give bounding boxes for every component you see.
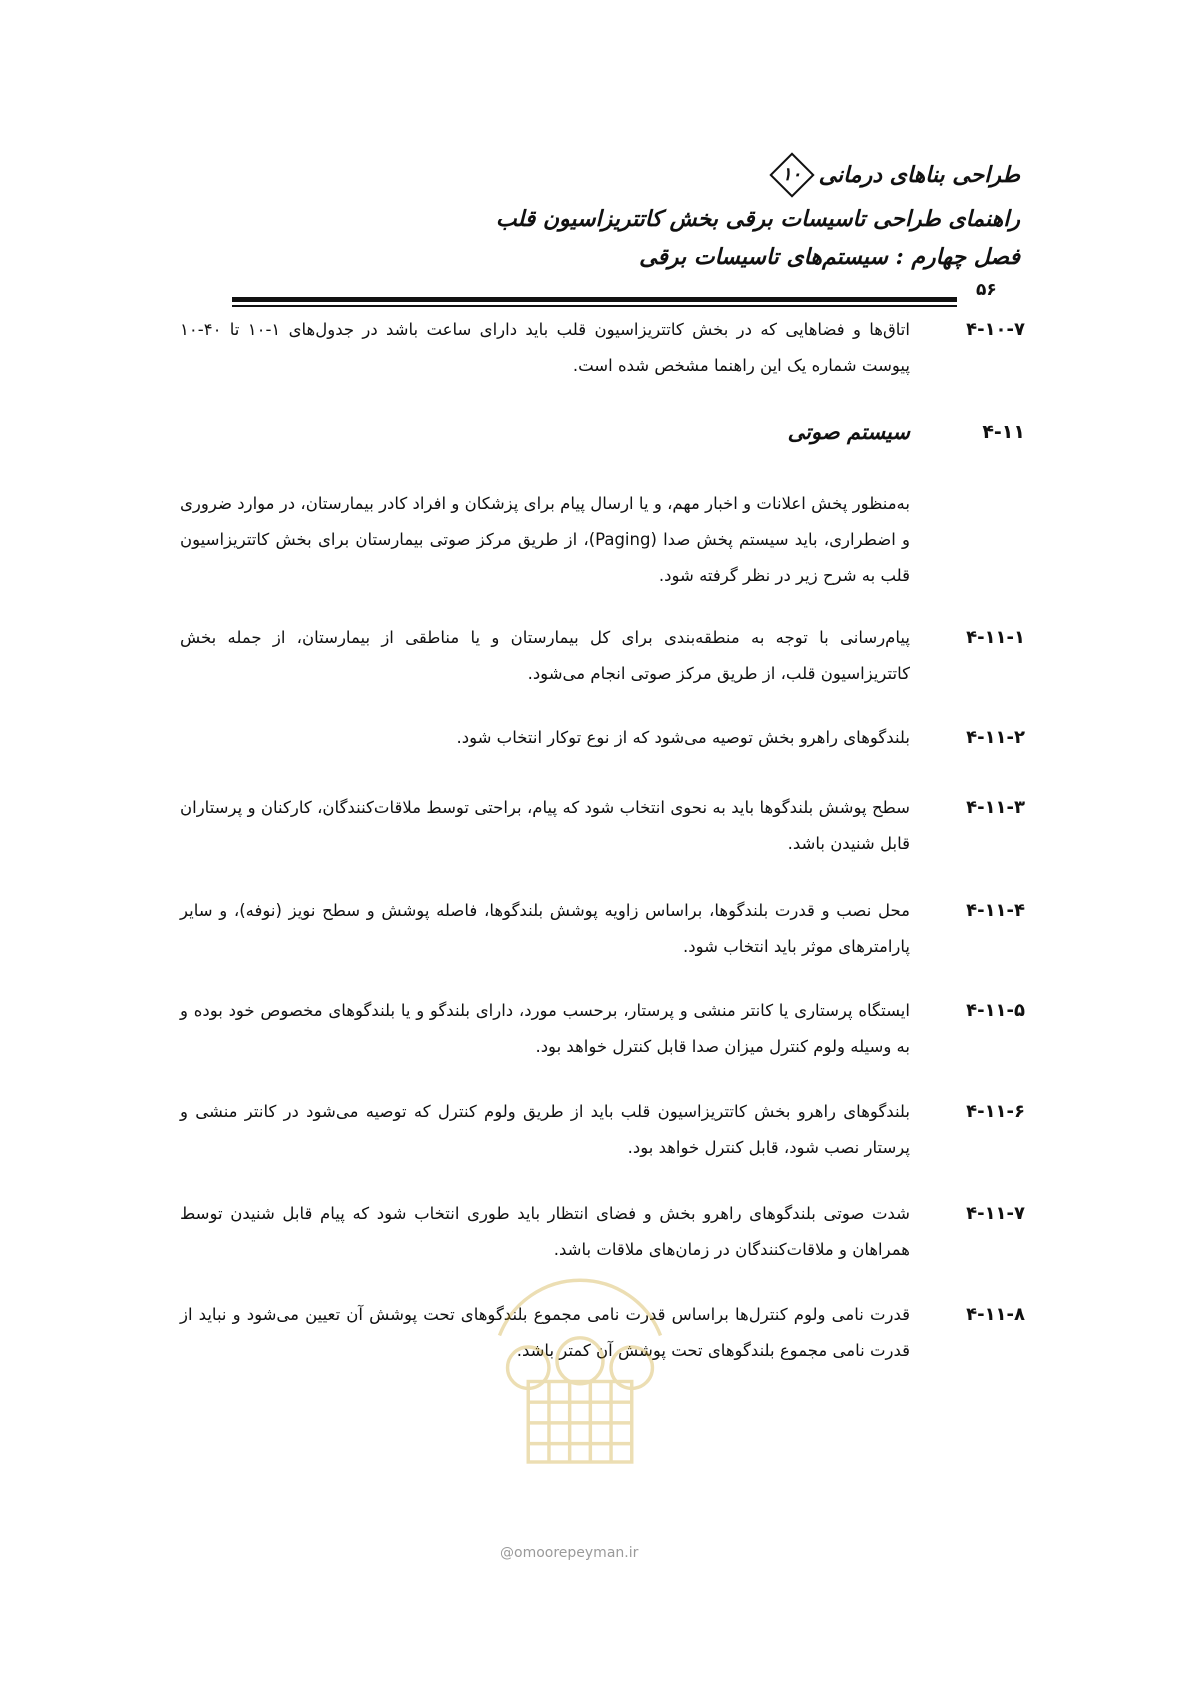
- clause-number: ۴-۱۱-۶: [966, 1101, 1025, 1122]
- clause-text: بلندگوهای راهرو بخش توصیه می‌شود که از نوع توکار انتخاب شود.: [456, 728, 910, 747]
- clause-text: بلندگوهای راهرو بخش کاتتریزاسیون قلب باید از طریق ولوم کنترل که توصیه می‌شود در کانتر منشی و پرستار نصب شود، قابل کنترل خواهد بود.: [180, 1102, 910, 1157]
- volume-number: ۱۰: [781, 164, 802, 185]
- clause-number: ۴-۱۱-۴: [966, 900, 1025, 921]
- watermark-logo-icon: [465, 1255, 695, 1485]
- clause-text: شدت صوتی بلندگوهای راهرو بخش و فضای انتظار باید طوری انتخاب شود که پیام قابل شنیدن توسط همراهان و ملاقات‌کنندگان در زمان‌های ملاقات باشد.: [180, 1204, 910, 1259]
- clause-number: ۴-۱۰-۷: [966, 319, 1025, 340]
- clause-number: ۴-۱۱-۸: [966, 1304, 1025, 1325]
- watermark-url: @omoorepeyman.ir: [500, 1545, 639, 1561]
- volume-badge: [767, 150, 817, 200]
- clause-number: ۴-۱۱-۵: [966, 1000, 1025, 1021]
- clause-text: اتاق‌ها و فضاهایی که در بخش کاتتریزاسیون قلب باید دارای ساعت باشد در جدول‌های ۱-۱۰ تا ۴۰-۱۰ پیوست شماره یک این راهنما مشخص شده است.: [180, 320, 910, 375]
- section-intro: به‌منظور پخش اعلانات و اخبار مهم، و یا ارسال پیام برای پزشکان و افراد کادر بیمارستان، در موارد ضروری و اضطراری، باید سیستم پخش صدا (Paging)، از طریق مرکز صوتی بیمارستان برای بخش کاتتریزاسیون قلب به شرح زیر در نظر گرفته شود.: [180, 494, 910, 585]
- header-rule-thin: [232, 305, 957, 307]
- clause-text: سطح پوشش بلندگوها باید به نحوی انتخاب شود که پیام، براحتی توسط ملاقات‌کنندگان، کارکنان و پرستاران قابل شنیدن باشد.: [180, 798, 910, 853]
- clause-text: محل نصب و قدرت بلندگوها، براساس زاویه پوشش بلندگوها، فاصله پوشش و سطح نویز (نوفه)، و سایر پارامترهای موثر باید انتخاب شود.: [180, 901, 910, 956]
- clause-4-11-2: [180, 720, 1025, 756]
- clause-4-11-5: [180, 993, 1025, 1065]
- book-title: طراحی بناهای درمانی: [818, 162, 1020, 188]
- clause-number: ۴-۱۱-۷: [966, 1203, 1025, 1224]
- clause-number: ۴-۱۱-۳: [966, 797, 1025, 818]
- clause-4-11-4: [180, 893, 1025, 965]
- chapter-title: فصل چهارم : سیستم‌های تاسیسات برقی: [639, 244, 1020, 270]
- clause-text: پیام‌رسانی با توجه به منطقه‌بندی برای کل بیمارستان و یا مناطقی از بیمارستان، از جمله بخش کاتتریزاسیون قلب، از طریق مرکز صوتی انجام می‌شود.: [180, 628, 910, 683]
- section-heading: [180, 412, 1025, 452]
- page-number: ۵۶: [976, 280, 997, 300]
- guide-title: راهنمای طراحی تاسیسات برقی بخش کاتتریزاسیون قلب: [495, 206, 1020, 232]
- clause-number: ۴-۱۱-۱: [966, 627, 1025, 648]
- clause-4-11-3: [180, 790, 1025, 862]
- clause-text: ایستگاه پرستاری یا کانتر منشی و پرستار، برحسب مورد، دارای بلندگو و یا بلندگوهای مخصوص خود بوده و به وسیله ولوم کنترل میزان صدا قابل کنترل خواهد بود.: [180, 1001, 910, 1056]
- section-title: سیستم صوتی: [787, 419, 910, 444]
- clause-4-10-7: [180, 312, 1025, 384]
- section-number: ۴-۱۱: [982, 421, 1025, 443]
- running-header: [496, 150, 1020, 276]
- clause-number: ۴-۱۱-۲: [966, 727, 1025, 748]
- clause-4-11-1: [180, 620, 1025, 692]
- header-line-1: [496, 150, 1020, 200]
- clause-text: قدرت نامی ولوم کنترل‌ها براساس قدرت نامی مجموع بلندگوهای تحت پوشش آن تعیین می‌شود و نباید از قدرت نامی مجموع بلندگوهای تحت پوشش آن کمتر باشد.: [180, 1305, 910, 1360]
- clause-4-11-6: [180, 1094, 1025, 1166]
- header-rule-thick: [232, 297, 957, 302]
